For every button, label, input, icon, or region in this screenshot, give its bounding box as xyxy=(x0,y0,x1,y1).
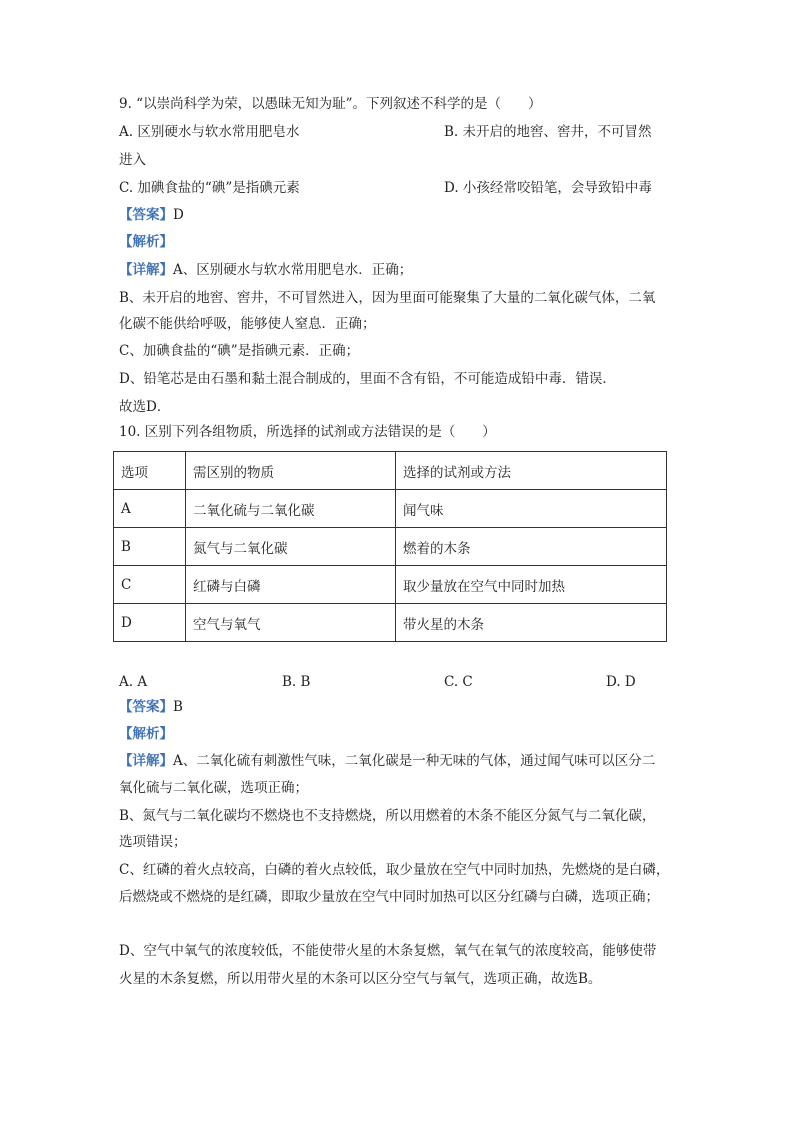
q9-option-b-continued: 进入 xyxy=(119,152,146,168)
q10-detail-line-4: 选项错误； xyxy=(119,834,187,850)
q10-detail-line-2: 氧化硫与二氧化碳，选项正确； xyxy=(119,780,308,796)
table-header-cell: 选项 xyxy=(114,452,186,490)
q9-option-d: D. 小孩经常咬铅笔，会导致铅中毒 xyxy=(444,180,652,196)
table-header-cell: 选择的试剂或方法 xyxy=(396,452,667,490)
detail-tag: 【详解】 xyxy=(119,262,173,278)
table-cell: 空气与氧气 xyxy=(186,604,396,642)
answer-value: D xyxy=(173,207,184,223)
table-cell: D xyxy=(114,604,186,642)
q10-choice-d: D. D xyxy=(606,674,636,690)
q9-detail-line-3: 化碳不能供给呼吸，能够使人窒息．正确； xyxy=(119,316,376,332)
table-cell: 燃着的木条 xyxy=(396,528,667,566)
detail-tag: 【详解】 xyxy=(119,753,173,769)
q10-analysis-tag: 【解析】 xyxy=(119,726,173,742)
table-row xyxy=(114,566,667,604)
answer-tag: 【答案】 xyxy=(119,207,173,223)
q10-detail-line-1 xyxy=(119,752,655,770)
table-cell: 二氧化硫与二氧化碳 xyxy=(186,490,396,528)
table-cell: 氮气与二氧化碳 xyxy=(186,528,396,566)
q10-detail-line-5: C、红磷的着火点较高，白磷的着火点较低，取少量放在空气中同时加热，先燃烧的是白磷， xyxy=(119,862,670,878)
q9-detail-line-1 xyxy=(119,261,412,279)
q9-detail-line-5: D、铅笔芯是由石墨和黏土混合制成的，里面不含有铅，不可能造成铅中毒．错误． xyxy=(119,371,616,387)
q10-detail-line-3: B、氮气与二氧化碳均不燃烧也不支持燃烧，所以用燃着的木条不能区分氮气与二氧化碳， xyxy=(119,808,656,824)
answer-value: B xyxy=(173,699,183,715)
q10-answer xyxy=(119,698,183,716)
table-header-row xyxy=(114,452,667,490)
q9-detail-line-4: C、加碘食盐的“碘”是指碘元素．正确； xyxy=(119,343,360,359)
q10-stem: 10. 区别下列各组物质，所选择的试剂或方法错误的是（ ） xyxy=(119,424,496,440)
detail-text: A、二氧化硫有刺激性气味，二氧化碳是一种无味的气体，通过闻气味可以区分二 xyxy=(173,753,656,769)
q10-detail-line-8: 火星的木条复燃，所以用带火星的木条可以区分空气与氧气，选项正确，故选B。 xyxy=(119,971,602,987)
table-cell: 带火星的木条 xyxy=(396,604,667,642)
q10-choice-a: A. A xyxy=(119,674,148,690)
table-cell: 取少量放在空气中同时加热 xyxy=(396,566,667,604)
detail-text: A、区别硬水与软水常用肥皂水．正确； xyxy=(173,262,413,278)
q10-detail-line-6: 后燃烧或不燃烧的是红磷，即取少量放在空气中同时加热可以区分红磷与白磷，选项正确； xyxy=(119,889,659,905)
q9-option-a: A. 区别硬水与软水常用肥皂水 xyxy=(119,124,300,140)
table-cell: 闻气味 xyxy=(396,490,667,528)
table-cell: B xyxy=(114,528,186,566)
answer-tag: 【答案】 xyxy=(119,699,173,715)
table-header-cell: 需区别的物质 xyxy=(186,452,396,490)
q9-detail-line-6: 故选D． xyxy=(119,399,171,415)
table-row xyxy=(114,604,667,642)
q10-choice-c: C. C xyxy=(444,674,473,690)
table-cell: A xyxy=(114,490,186,528)
q10-detail-line-7: D、空气中氧气的浓度较低，不能使带火星的木条复燃，氧气在氧气的浓度较高，能够使带 xyxy=(119,943,657,959)
table-cell: C xyxy=(114,566,186,604)
options-table xyxy=(113,451,667,642)
table-row xyxy=(114,528,667,566)
q9-analysis-tag: 【解析】 xyxy=(119,234,173,250)
q9-answer xyxy=(119,206,184,224)
q9-detail-line-2: B、未开启的地窖、窖井，不可冒然进入，因为里面可能聚集了大量的二氧化碳气体，二氧 xyxy=(119,290,656,306)
q9-stem: 9. “以崇尚科学为荣，以愚昧无知为耻”。下列叙述不科学的是（ ） xyxy=(119,96,542,112)
q9-option-b: B. 未开启的地窖、窖井，不可冒然 xyxy=(444,124,652,140)
table-cell: 红磷与白磷 xyxy=(186,566,396,604)
table-row xyxy=(114,490,667,528)
q9-option-c: C. 加碘食盐的“碘”是指碘元素 xyxy=(119,180,300,196)
q10-choice-b: B. B xyxy=(282,674,311,690)
